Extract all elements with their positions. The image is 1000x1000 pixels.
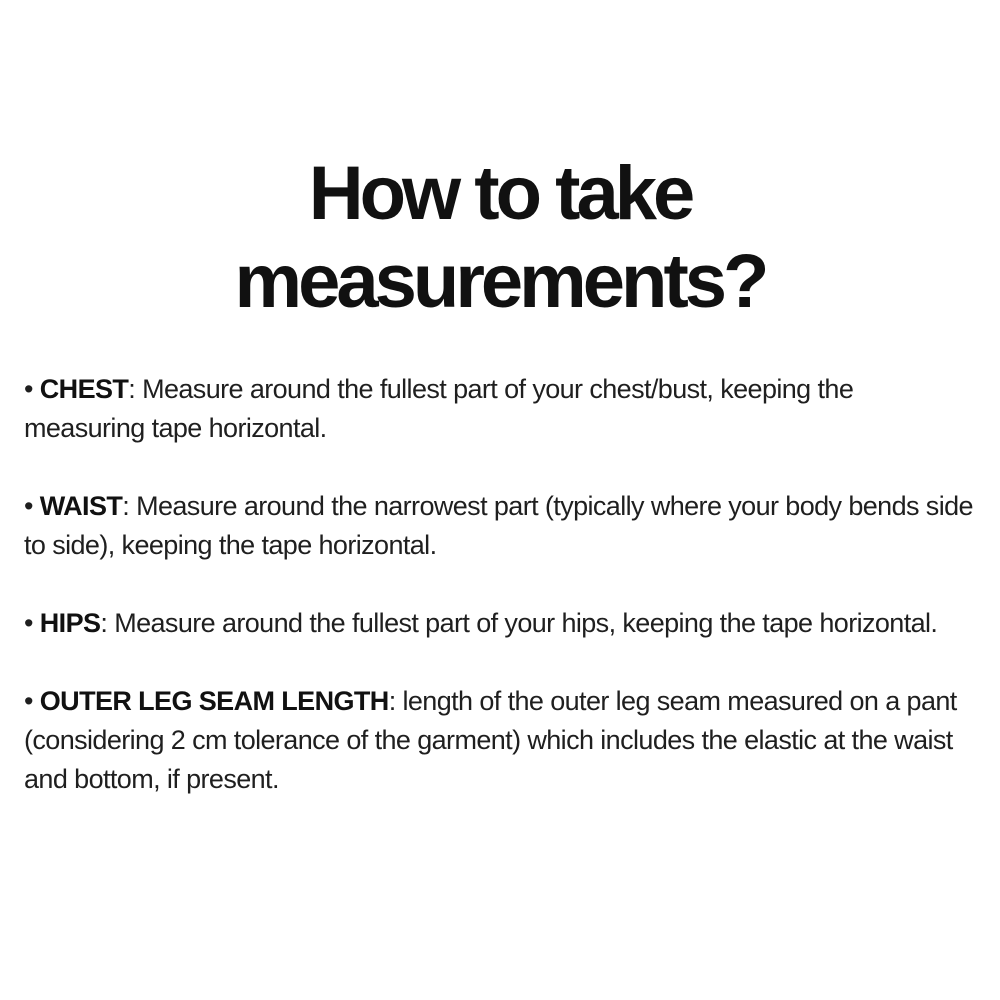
description-chest: : Measure around the fullest part of your chest/bust, keeping the measuring tape horizontal. bbox=[24, 374, 854, 443]
page-title bbox=[0, 150, 1000, 326]
instruction-waist bbox=[24, 487, 974, 565]
bullet: • bbox=[24, 608, 40, 638]
bullet: • bbox=[24, 374, 40, 404]
measurement-instructions bbox=[24, 370, 974, 799]
term-waist: WAIST bbox=[39, 491, 123, 521]
term-chest: CHEST bbox=[39, 374, 129, 404]
bullet: • bbox=[24, 491, 40, 521]
description-waist: : Measure around the narrowest part (typically where your body bends side to side), keeping the tape horizontal. bbox=[24, 491, 973, 560]
instruction-outer-leg-seam bbox=[24, 682, 974, 799]
term-outer-leg-seam-length: OUTER LEG SEAM LENGTH bbox=[39, 686, 389, 716]
title-line-1: How to take bbox=[308, 151, 692, 236]
instruction-hips bbox=[24, 604, 974, 643]
description-hips: : Measure around the fullest part of your hips, keeping the tape horizontal. bbox=[100, 608, 938, 638]
bullet: • bbox=[24, 686, 40, 716]
instruction-chest bbox=[24, 370, 974, 448]
term-hips: HIPS bbox=[39, 608, 101, 638]
title-line-2: measurements? bbox=[234, 239, 766, 324]
description-outer-leg-seam: : length of the outer leg seam measured on a pant (considering 2 cm tolerance of the garment) which includes the elastic at the waist and bottom, if present. bbox=[24, 686, 957, 794]
